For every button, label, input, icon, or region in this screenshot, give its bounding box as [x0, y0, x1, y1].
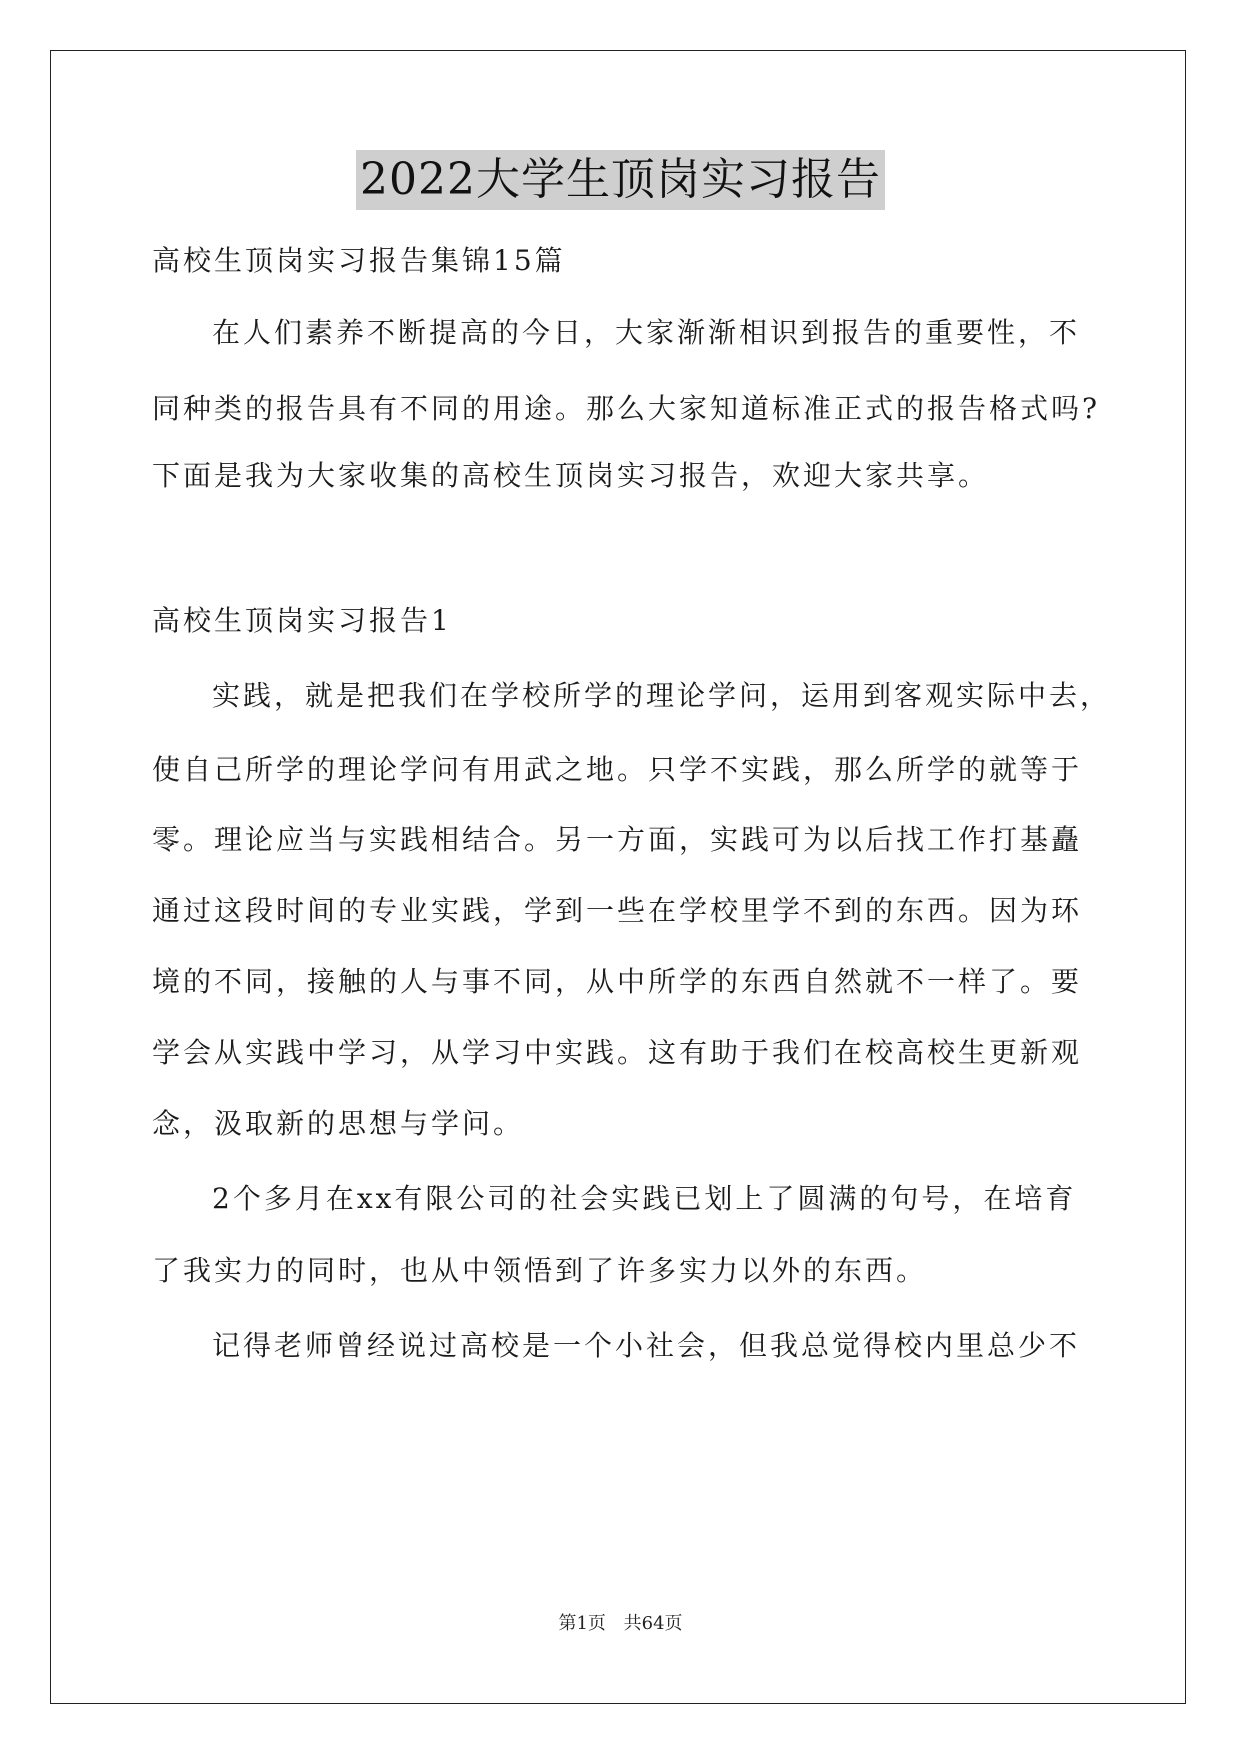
title-container: [0, 150, 1241, 210]
page-total: 共64页: [623, 1613, 683, 1634]
para1-line-7: 念，汲取新的思想与学问。: [152, 1107, 525, 1140]
page-number: 第1页: [558, 1613, 606, 1634]
subtitle: 高校生顶岗实习报告集锦15篇: [152, 244, 566, 277]
para3-line-1: 记得老师曾经说过高校是一个小社会，但我总觉得校内里总少不: [212, 1329, 1081, 1362]
page-border: [50, 50, 1186, 1704]
para2-line-1: 2个多月在xx有限公司的社会实践已划上了圆满的句号，在培育: [212, 1182, 1077, 1215]
intro-line-1: 在人们素养不断提高的今日，大家渐渐相识到报告的重要性，不: [212, 316, 1081, 349]
para1-line-6: 学会从实践中学习，从学习中实践。这有助于我们在校高校生更新观: [152, 1036, 1083, 1069]
intro-line-3: 下面是我为大家收集的高校生顶岗实习报告，欢迎大家共享。: [152, 459, 990, 492]
para2-line-2: 了我实力的同时，也从中领悟到了许多实力以外的东西。: [152, 1254, 928, 1287]
para1-line-3: 零。理论应当与实践相结合。另一方面，实践可为以后找工作打基矗: [152, 823, 1083, 856]
para1-line-4: 通过这段时间的专业实践，学到一些在学校里学不到的东西。因为环: [152, 894, 1083, 927]
para1-line-5: 境的不同，接触的人与事不同，从中所学的东西自然就不一样了。要: [152, 965, 1083, 998]
document-title: 2022大学生顶岗实习报告: [356, 150, 885, 210]
page-footer: [0, 1612, 1241, 1636]
para1-line-2: 使自己所学的理论学问有用武之地。只学不实践，那么所学的就等于: [152, 753, 1083, 786]
intro-line-2: 同种类的报告具有不同的用途。那么大家知道标准正式的报告格式吗?: [152, 392, 1101, 425]
section-heading: 高校生顶岗实习报告1: [152, 604, 452, 637]
para1-line-1: 实践，就是把我们在学校所学的理论学问，运用到客观实际中去，: [212, 679, 1112, 712]
